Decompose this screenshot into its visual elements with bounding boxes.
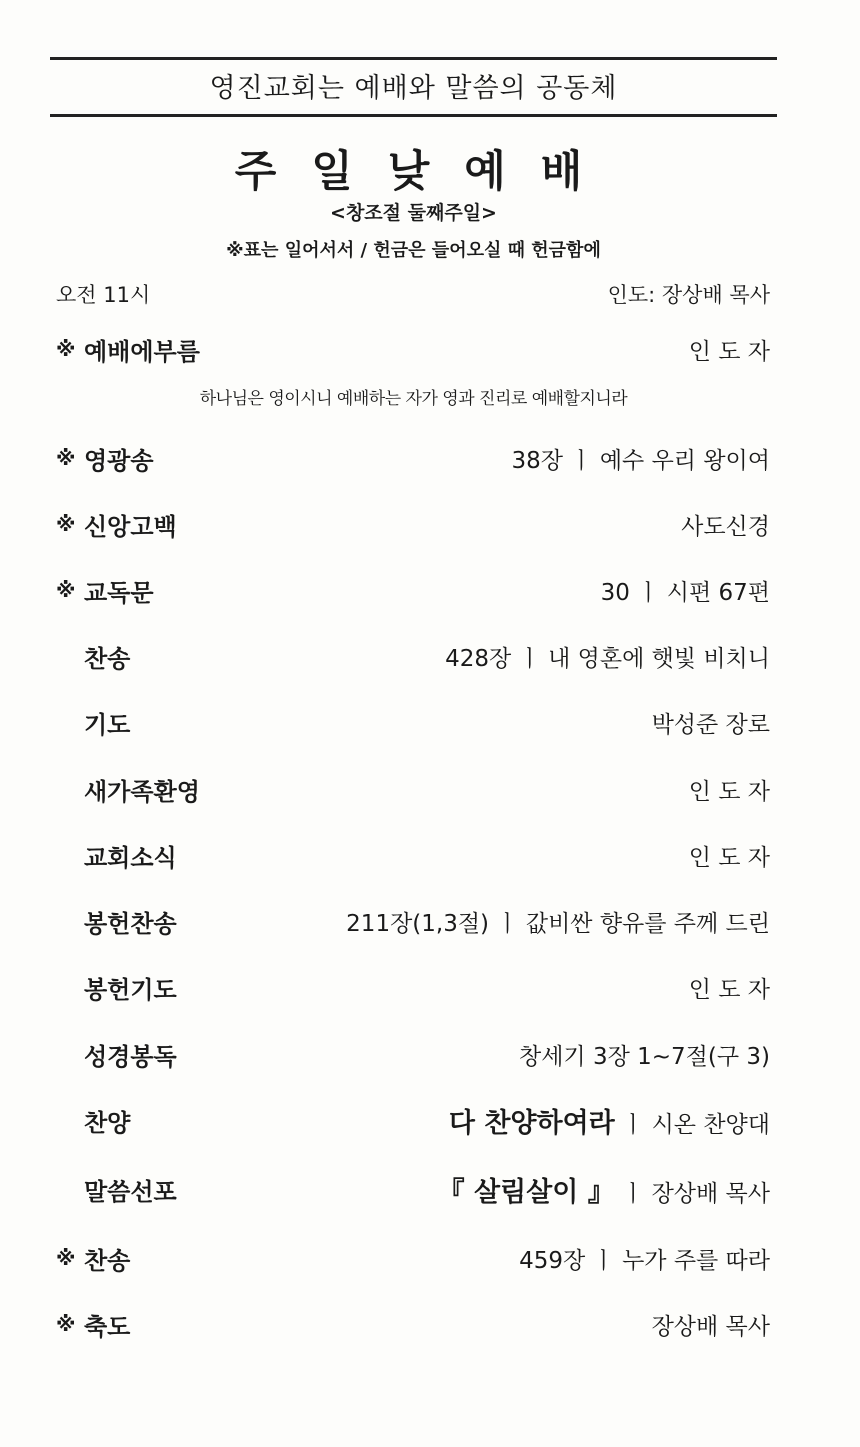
order-item xyxy=(56,771,770,807)
order-item xyxy=(56,572,770,608)
order-item xyxy=(56,1171,770,1207)
item-label: 교독문 xyxy=(84,578,154,607)
order-item xyxy=(56,1102,770,1138)
item-detail: ㅣ 장상배 목사 xyxy=(614,1180,770,1207)
standing-mark: ※ xyxy=(56,578,76,602)
sermon-title: 『 살림살이 』 xyxy=(437,1176,615,1208)
item-label: 예배에부름 xyxy=(84,337,200,366)
item-label: 기도 xyxy=(84,710,131,739)
standing-mark: ※ xyxy=(56,446,76,470)
order-item xyxy=(56,969,770,1005)
item-label: 영광송 xyxy=(84,446,154,475)
service-time: 오전 11시 xyxy=(56,283,151,307)
item-label: 찬송 xyxy=(84,1246,131,1275)
item-label: 말씀선포 xyxy=(84,1177,177,1206)
item-label: 축도 xyxy=(84,1312,131,1341)
order-item xyxy=(56,1036,770,1072)
service-subtitle: <창조절 둘째주일> xyxy=(330,202,497,224)
item-detail: 30 ㅣ 시편 67편 xyxy=(600,579,770,606)
item-detail: 459장 ㅣ 누가 주를 따라 xyxy=(519,1247,770,1274)
item-label: 성경봉독 xyxy=(84,1042,177,1071)
item-detail: 인 도 자 xyxy=(688,338,770,365)
service-leader: 인도: 장상배 목사 xyxy=(607,283,770,307)
item-label: 봉헌찬송 xyxy=(84,909,177,938)
item-detail: 장상배 목사 xyxy=(651,1313,770,1340)
order-item xyxy=(56,638,770,674)
item-detail: 인 도 자 xyxy=(688,976,770,1003)
bottom-rule xyxy=(50,114,777,117)
order-item xyxy=(56,704,770,740)
order-item xyxy=(56,506,770,542)
item-label: 신앙고백 xyxy=(84,512,177,541)
item-detail: 38장 ㅣ 예수 우리 왕이여 xyxy=(511,447,770,474)
item-detail: 사도신경 xyxy=(681,513,770,540)
item-detail: 박성준 장로 xyxy=(651,711,770,738)
standing-mark: ※ xyxy=(56,337,76,361)
item-label: 봉헌기도 xyxy=(84,975,177,1004)
item-label: 새가족환영 xyxy=(84,777,200,806)
service-title: 주 일 낮 예 배 xyxy=(234,147,593,197)
order-item xyxy=(56,903,770,939)
order-item xyxy=(56,440,770,476)
service-note: ※표는 일어서서 / 헌금은 들어오실 때 헌금함에 xyxy=(226,240,601,261)
item-detail: ㅣ 시온 찬양대 xyxy=(614,1111,770,1138)
top-rule xyxy=(50,57,777,60)
standing-mark: ※ xyxy=(56,1246,76,1270)
item-label: 교회소식 xyxy=(84,843,177,872)
anthem-title: 다 찬양하여라 xyxy=(448,1107,615,1139)
item-detail: 인 도 자 xyxy=(688,778,770,805)
church-motto: 영진교회는 예배와 말씀의 공동체 xyxy=(209,73,618,104)
item-label: 찬송 xyxy=(84,644,131,673)
standing-mark: ※ xyxy=(56,1312,76,1336)
item-label: 찬양 xyxy=(84,1108,131,1137)
item-detail: 인 도 자 xyxy=(688,844,770,871)
item-detail: 창세기 3장 1~7절(구 3) xyxy=(519,1043,770,1070)
order-item xyxy=(56,837,770,873)
order-item xyxy=(56,331,770,367)
item-detail: 211장(1,3절) ㅣ 값비싼 향유를 주께 드린 xyxy=(346,910,770,937)
order-item xyxy=(56,1240,770,1276)
order-item xyxy=(56,1306,770,1342)
item-detail: 428장 ㅣ 내 영혼에 햇빛 비치니 xyxy=(445,645,770,672)
standing-mark: ※ xyxy=(56,512,76,536)
call-verse: 하나님은 영이시니 예배하는 자가 영과 진리로 예배할지니라 xyxy=(199,389,628,409)
